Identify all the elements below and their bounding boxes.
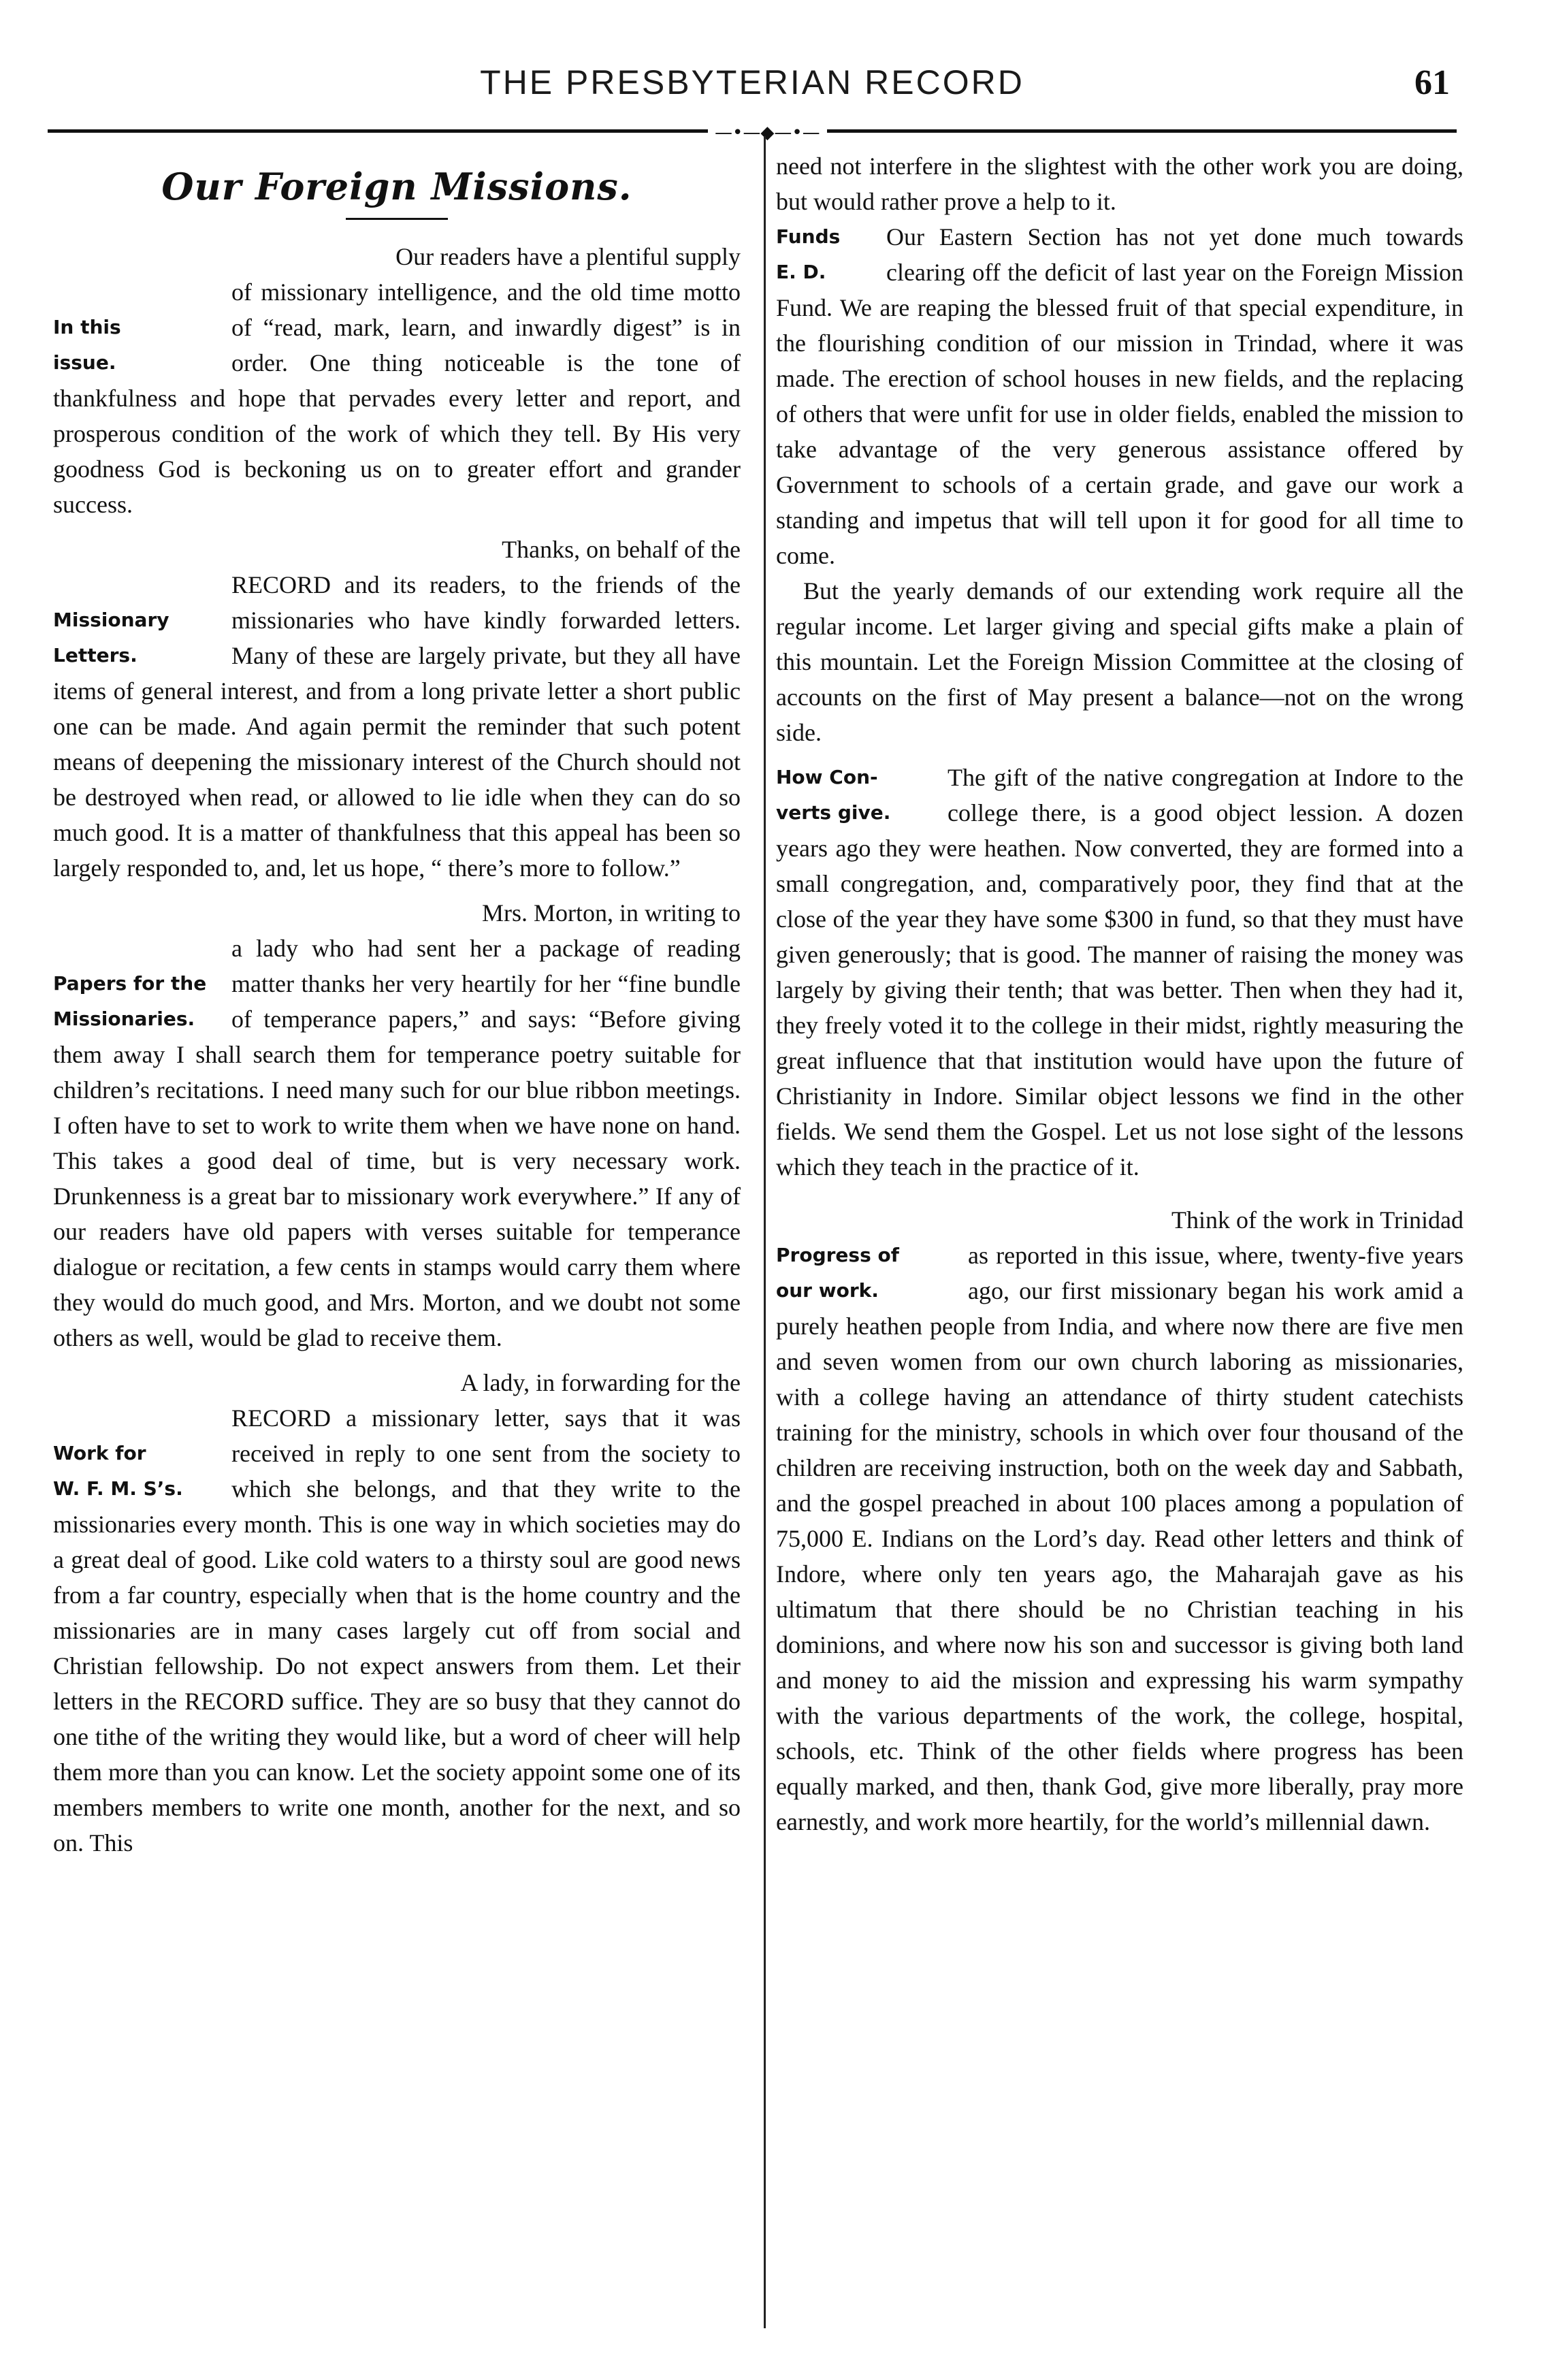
side-heading bbox=[53, 1436, 223, 1507]
article-body: a lady who had sent her a package of reading matter thanks her very heartily for her “fine bundle of temperance papers,” and says: “Before giving them away I shall search them for temperance poetry suitable for children’s recitations. I need many such for our blue ribbon meetings. I often have to set to work to write them when we have none on hand. This takes a good deal of time, but is very necessary work. Drunkenness is a great bar to missionary work everywhere.” If any of our readers have old papers with verses suitable for temperance dialogue or recitation, a few cents in stamps would carry them where they would do much good, and Mrs. Morton, and we doubt not some others as well, would be glad to receive them. bbox=[53, 935, 741, 1351]
header-ornament: —•—◆—•— bbox=[708, 123, 827, 143]
article-funds-ed bbox=[776, 219, 1463, 573]
side-heading bbox=[53, 966, 223, 1037]
article-body: But the yearly demands of our extending work require all the regular income. Let larger giving and special gifts make a plain of this mountain. Let the Foreign Mission Committee at the closing of accounts on the first of May present a balance—not on the wrong side. bbox=[776, 577, 1463, 746]
side-heading-line: Missionaries. bbox=[53, 1008, 195, 1030]
article-body: The gift of the native congregation at Indore to the college there, is a good object lession. A dozen years ago they were heathen. Now converted, they are formed into a small congregation, and, comparatively poor, they find that at the close of the year they have some $300 in fund, so that they must have given generously; that is good. The manner of raising the money was largely by giving their tenth; that was better. Then when they had it, they freely voted it to the college in their midst, rightly measuring the great influence that that institution would have upon the future of Christianity in Indore. Similar object lessons we find in the other fields. We send them the Gospel. Let us not lose sight of the lessons which they teach in the practice of it. bbox=[776, 764, 1463, 1180]
side-heading-line: Progress of bbox=[776, 1244, 899, 1266]
journal-title: THE PRESBYTERIAN RECORD bbox=[480, 63, 1024, 101]
page-number: 61 bbox=[1414, 63, 1450, 102]
page-header bbox=[48, 63, 1457, 110]
side-heading-line: our work. bbox=[776, 1279, 879, 1302]
side-heading bbox=[776, 760, 939, 831]
right-column bbox=[776, 148, 1463, 2341]
article-work-for-wfms bbox=[53, 1365, 741, 1861]
side-heading bbox=[776, 219, 878, 290]
side-heading bbox=[776, 1238, 960, 1308]
side-heading-line: verts give. bbox=[776, 801, 891, 824]
side-heading bbox=[53, 602, 223, 673]
side-heading bbox=[53, 310, 223, 381]
side-heading-line: Funds bbox=[776, 225, 841, 248]
article-lead: A lady, in forwarding for the bbox=[460, 1369, 741, 1396]
article-papers-for-missionaries bbox=[53, 895, 741, 1355]
side-heading-line: E. D. bbox=[776, 261, 826, 283]
side-heading-line: Letters. bbox=[53, 644, 137, 666]
continuation-text: need not interfere in the slightest with the other work you are doing, but would rather prove a help to it. bbox=[776, 152, 1463, 215]
article-in-this-issue bbox=[53, 239, 741, 522]
article-lead: Our readers have a plentiful supply bbox=[395, 243, 741, 270]
article-body: as reported in this issue, where, twenty-five years ago, our first missionary began his work amid a purely heathen people from India, and where now there are five men and seven women from our own church laboring as missionaries, with a college having an attendance of thirty student catechists training for the ministry, schools in which over four thousand of the children are receiving instruction, both on the week day and Sabbath, and the gospel preached in about 100 places among a population of 75,000 E. Indians on the Lord’s day. Read other letters and think of Indore, where only ten years ago, the Maharajah gave as his ultimatum that there should be no Christian teaching in his dominions, and where now his son and successor is giving both land and money to aid the mission and expressing his warm sympathy with the various departments of the work, the college, hospital, schools, etc. Think of the other fields where progress has been equally marked, and then, thank God, give more liberally, pray more earnestly, and work more heartily, for the world’s millennial dawn. bbox=[776, 1242, 1463, 1835]
side-heading-line: How Con- bbox=[776, 766, 878, 788]
title-rule bbox=[346, 218, 448, 220]
side-heading-line: W. F. M. S’s. bbox=[53, 1477, 183, 1500]
column-divider bbox=[764, 136, 766, 2328]
article-body: RECORD and its readers, to the friends of the missionaries who have kindly forwarded letters. Many of these are largely private, but they all have items of general interest, and from a long private letter a short public one can be made. And again permit the reminder that such potent means of deepening the missionary interest of the Church should not be destroyed when read, or allowed to lie idle when they can do so much good. It is a matter of thankfulness that this appeal has been so largely responded to, and, let us hope, “ there’s more to follow.” bbox=[53, 571, 741, 882]
article-how-converts-give bbox=[776, 760, 1463, 1185]
article-yearly-demands bbox=[776, 573, 1463, 750]
article-lead: Mrs. Morton, in writing to bbox=[481, 899, 741, 927]
article-body: RECORD a missionary letter, says that it was received in reply to one sent from the society to which she belongs, and that they write to the missionaries every month. This is one way in which societies may do a great deal of good. Like cold waters to a thirsty soul are good news from a far country, especially when that is the home country and the missionaries are in many cases largely cut off from social and Christian fellowship. Do not expect answers from them. Let their letters in the RECORD suffice. They are so busy that they cannot do one tithe of the writing they would like, but a word of cheer will help them more than you can know. Let the society appoint some one of its members members to write one month, another for the next, and so on. This bbox=[53, 1404, 741, 1856]
article-body: of missionary intelligence, and the old time motto of “read, mark, learn, and inwardly digest” is in order. One thing noticeable is the tone of thankfulness and hope that pervades every letter and report, and prosperous condition of the work of which they tell. By His very goodness God is beckoning us on to greater effort and grander success. bbox=[53, 278, 741, 518]
side-heading-line: Papers for the bbox=[53, 972, 207, 995]
left-column bbox=[53, 148, 741, 2341]
section-title: Our Foreign Missions. bbox=[161, 165, 632, 208]
side-heading-line: Missionary bbox=[53, 609, 169, 631]
article-lead: Thanks, on behalf of the bbox=[502, 536, 741, 563]
article-progress-of-our-work bbox=[776, 1202, 1463, 1839]
article-lead: Think of the work in Trinidad bbox=[1171, 1206, 1463, 1234]
article-missionary-letters bbox=[53, 532, 741, 886]
side-heading-line: issue. bbox=[53, 351, 116, 374]
side-heading-line: Work for bbox=[53, 1442, 146, 1464]
article-body: Our Eastern Section has not yet done much towards clearing off the deficit of last year on the Foreign Mission Fund. We are reaping the blessed fruit of that special expenditure, in the flourishing condition of our mission in Trindad, where it was made. The erection of school houses in new fields, and the replacing of others that were unfit for use in older fields, enabled the mission to take advantage of the very generous assistance offered by Government to schools of a certain grade, and gave our work a standing and impetus that will tell upon it for good for all time to come. bbox=[776, 223, 1463, 569]
side-heading-line: In this bbox=[53, 316, 121, 338]
